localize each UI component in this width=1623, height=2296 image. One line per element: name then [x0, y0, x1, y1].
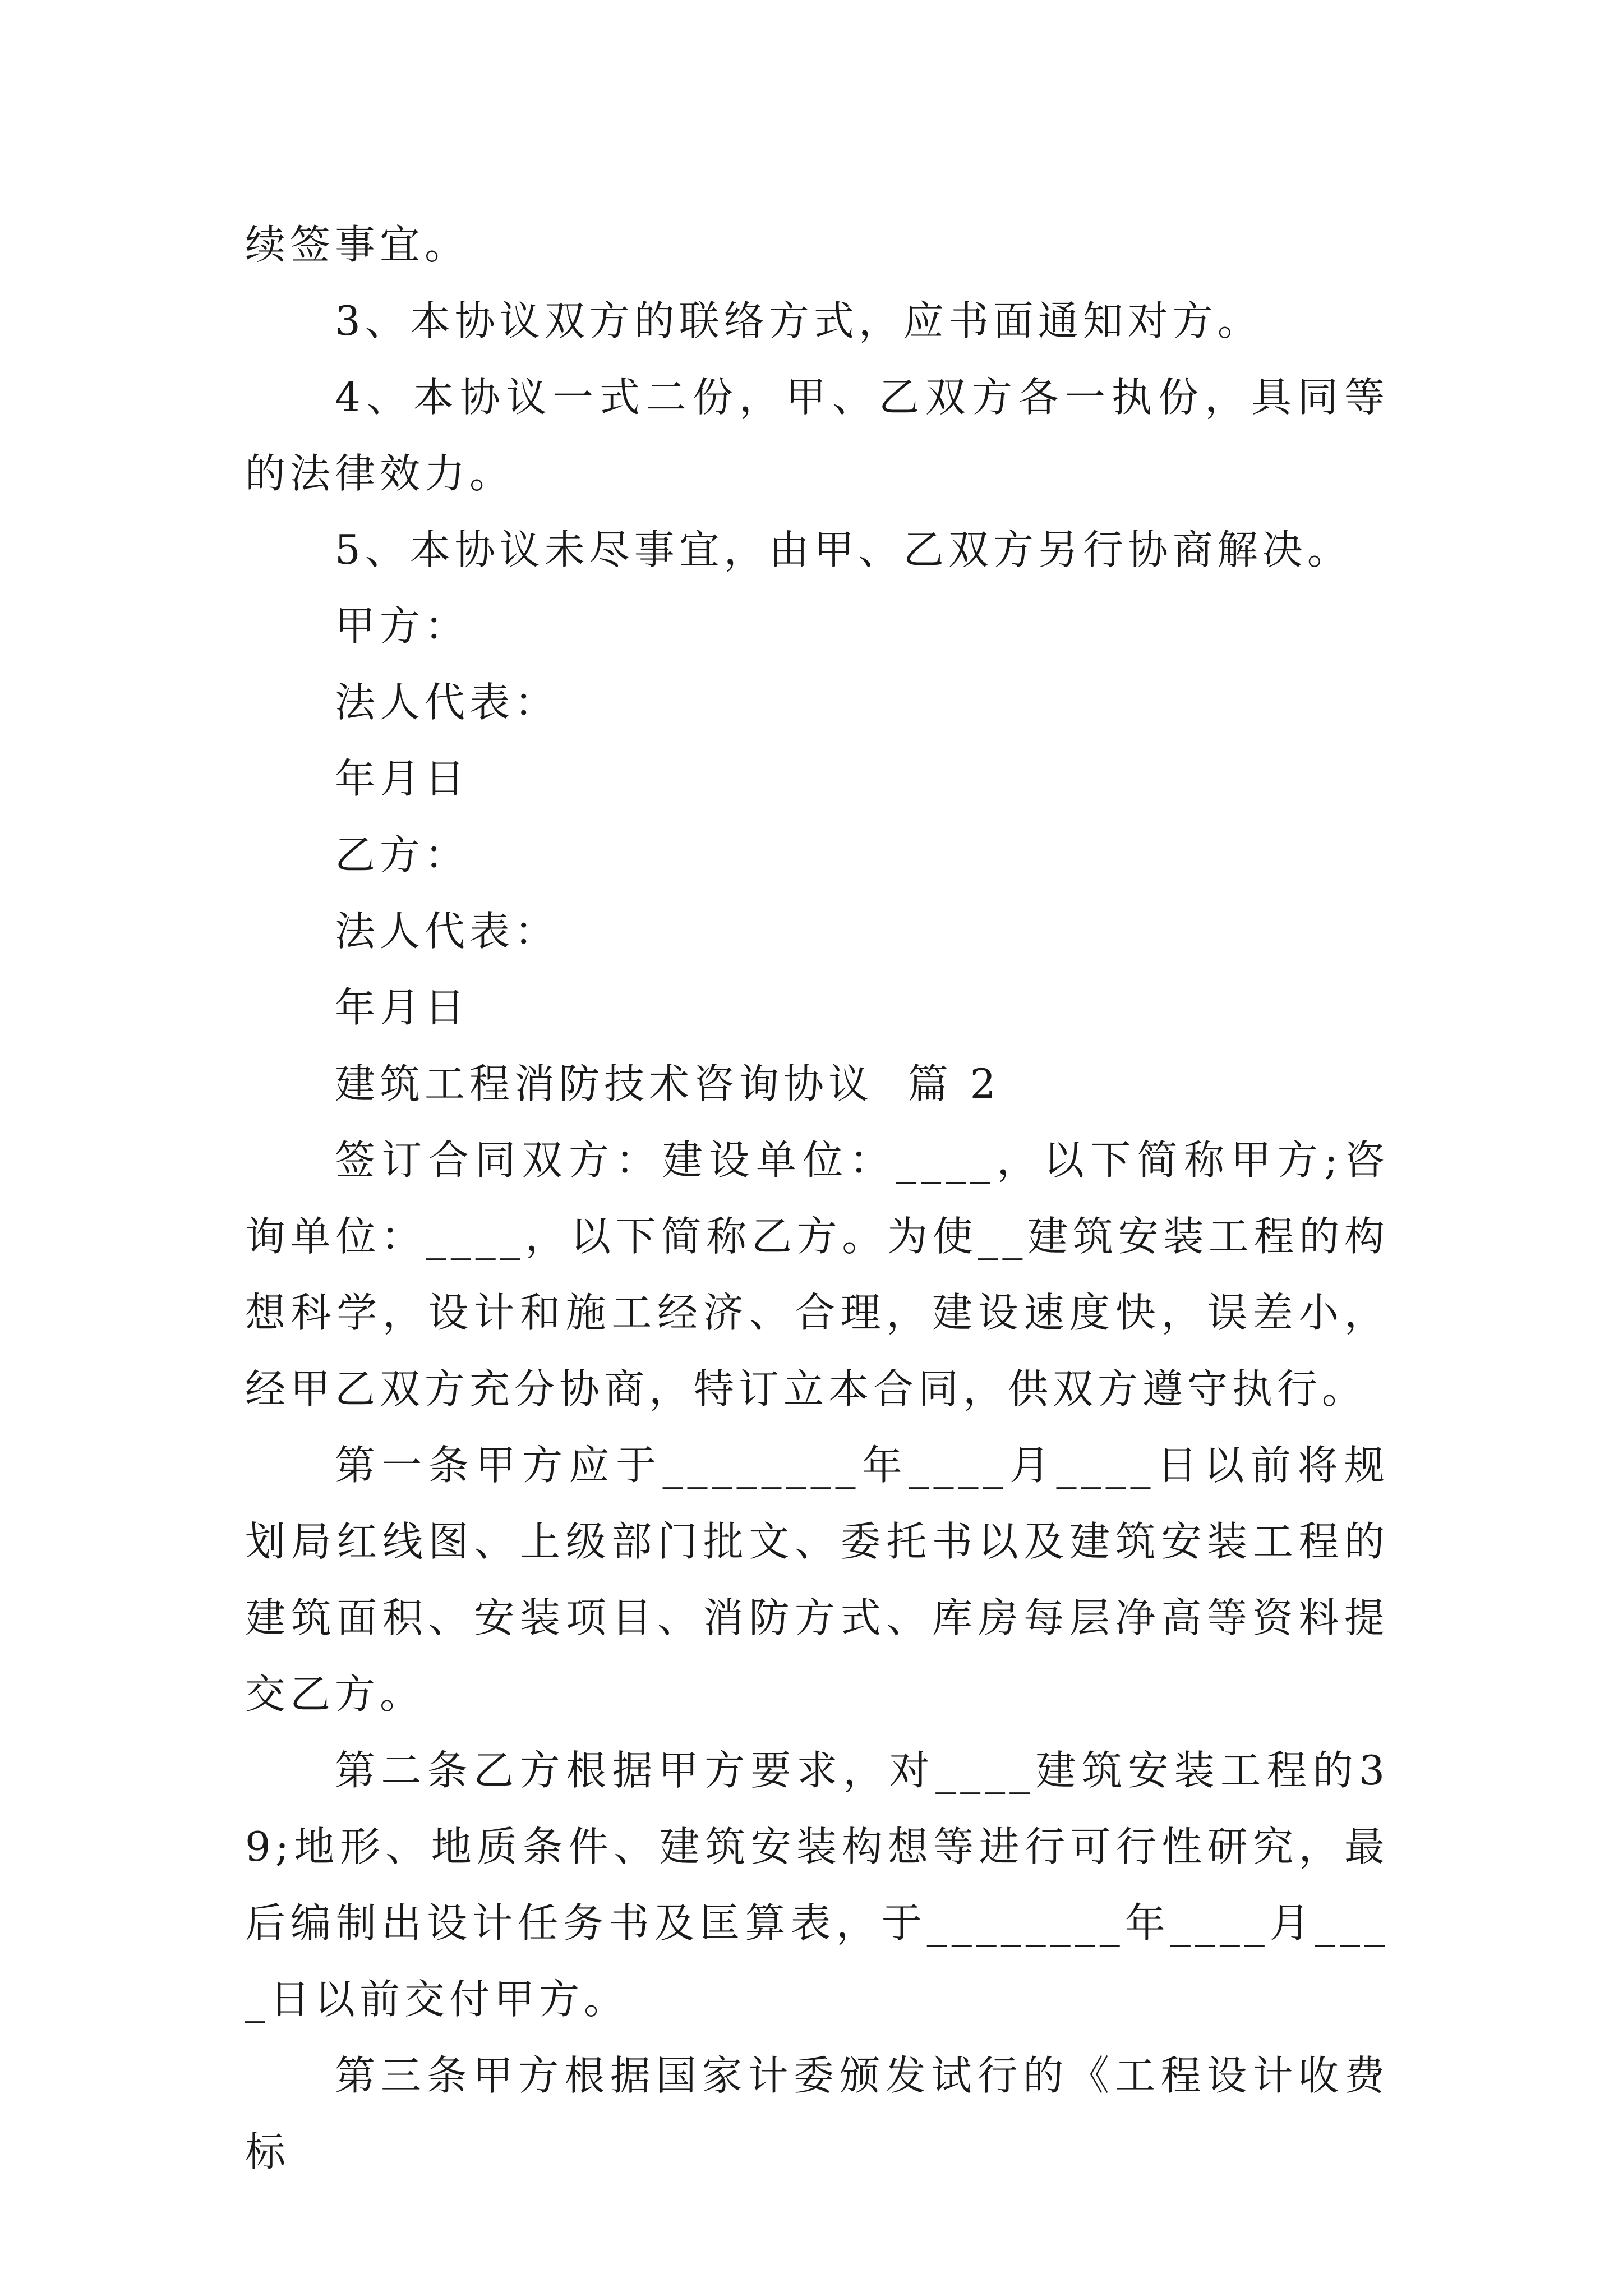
paragraph-clause-5: 5、本协议未尽事宜，由甲、乙双方另行协商解决。 — [335, 526, 1352, 573]
paragraph-article-1: 第一条甲方应于________年____月____日以前将规划局红线图、上级部门批文、委托书以及建筑安装工程的建筑面积、安装项目、消防方式、库房每层净高等资料提交乙方。 — [245, 1442, 1389, 1718]
party-b-date: 年月日 — [335, 984, 470, 1031]
party-a-legal-rep: 法人代表： — [335, 679, 560, 726]
section-heading: 建筑工程消防技术咨询协议 篇 2 — [335, 1060, 1000, 1107]
party-a-label: 甲方： — [335, 602, 470, 650]
party-b-label: 乙方： — [335, 831, 470, 878]
paragraph-article-3: 第三条甲方根据国家计委颁发试行的《工程设计收费标 — [245, 2052, 1389, 2175]
paragraph-article-2: 第二条乙方根据甲方要求，对____建筑安装工程的39;地形、地质条件、建筑安装构想等进行可行性研究，最后编制出设计任务书及匡算表，于________年____月____日以前交付甲方。 — [245, 1747, 1389, 2023]
paragraph-clause-3: 3、本协议双方的联络方式，应书面通知对方。 — [335, 297, 1262, 344]
document-body — [245, 206, 1389, 2190]
party-a-date: 年月日 — [335, 755, 470, 802]
paragraph-renewal: 续签事宜。 — [245, 221, 470, 268]
paragraph-clause-4: 4、本协议一式二份，甲、乙双方各一执份，具同等的法律效力。 — [245, 374, 1389, 497]
paragraph-contract-parties: 签订合同双方：建设单位：____，以下简称甲方;咨询单位：____，以下简称乙方。为使__建筑安装工程的构想科学，设计和施工经济、合理，建设速度快，误差小，经甲乙双方充分协商，特订立本合同，供双方遵守执行。 — [245, 1137, 1389, 1412]
party-b-legal-rep: 法人代表： — [335, 908, 560, 955]
